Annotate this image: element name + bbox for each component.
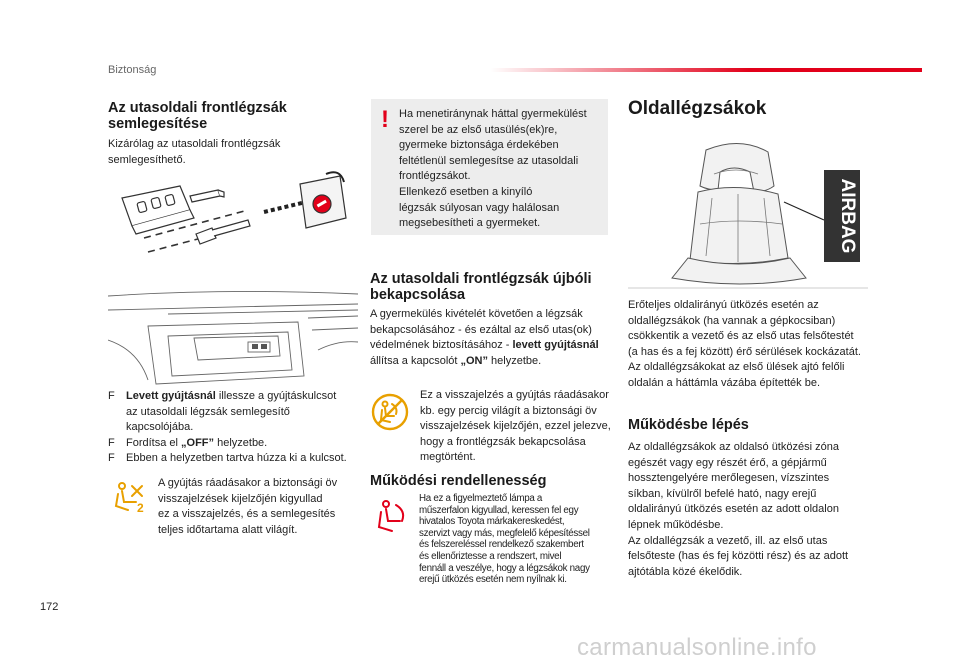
malfunction-title: Működési rendellenesség: [370, 473, 547, 489]
warning-line1: Ha menetiránynak háttal gyermekülést: [399, 108, 587, 120]
step-1: [108, 389, 358, 436]
malfunction-line7: fennáll a veszélye, hogy a légzsákok nagy: [419, 562, 590, 574]
warning-exclamation-icon: !: [381, 106, 389, 133]
key-switch-illustration-icon: [108, 168, 358, 288]
deactivation-title-line2: semlegesítése: [108, 116, 208, 132]
malfunction-line2: műszerfalon kigyullad, keressen fel egy: [419, 504, 579, 516]
side-line2: oldallégzsákok (ha vannak a gépkocsiban): [628, 314, 836, 327]
on-info-line3: visszajelzések kijelzőjén, ezzel jelezve,: [420, 420, 611, 433]
reactivation-line4-pre: állítsa a kapcsolót: [370, 354, 461, 367]
malfunction-line1: Ha ez a figyelmeztető lámpa a: [419, 493, 543, 504]
side-line3: csökkentik a vezető és az első utas felsőtestét: [628, 330, 854, 343]
deactivation-title: [108, 100, 287, 132]
intro-line2: semlegesíthető.: [108, 153, 186, 166]
section-label: Biztonság: [108, 64, 157, 76]
side-line6: oldalán a háttámla vázába építették be.: [628, 376, 821, 389]
warning-line2: szerel be az első utasülés(ek)re,: [399, 123, 558, 136]
step-2-pre: Fordítsa el: [126, 436, 182, 449]
deactivation-intro: [108, 137, 280, 168]
info-line1: A gyújtás ráadásakor a biztonsági öv: [158, 477, 338, 489]
step-1-line2: az utasoldali légzsák semlegesítő: [126, 405, 290, 418]
malfunction-line8: erejű ütközés esetén nem nyílnak ki.: [419, 574, 567, 586]
on-info-line4: hogy a frontlégzsák bekapcsolása: [420, 435, 586, 448]
on-info-line2: kb. egy percig világít a biztonsági öv: [420, 404, 597, 417]
step-2-bold: „OFF”: [181, 436, 215, 449]
info-line4: teljes időtartama alatt világít.: [158, 523, 298, 536]
airbag-label: AIRBAG: [837, 178, 858, 254]
info-line3: ez a visszajelzés, és a semlegesítés: [158, 508, 336, 521]
dashboard-door-illustration-icon: [108, 290, 358, 388]
reactivation-title-line1: Az utasoldali frontlégzsák újbóli: [370, 271, 592, 287]
page-number: 172: [40, 601, 59, 613]
side-line5: Az oldallégzsákokat az első ülések ajtó felőli: [628, 361, 845, 374]
step-1-text: [126, 389, 336, 436]
airbag-off-indicator-icon: [112, 480, 148, 516]
activation-line9: ajtótábla közé ékelődik.: [628, 565, 743, 578]
reactivation-line4-rest: helyzetbe.: [488, 354, 542, 367]
deactivation-indicator-info: [158, 476, 337, 538]
step-2: [108, 436, 358, 452]
activation-body: [628, 440, 848, 580]
watermark: carmanualsonline.info: [577, 634, 817, 661]
reactivation-title-line2: bekapcsolása: [370, 287, 466, 303]
activation-line5: oldalirányú ütközés esetén az adott oldalon: [628, 503, 839, 516]
step-3: [108, 451, 358, 467]
step-1-line3: kapcsolójába.: [126, 421, 194, 434]
activation-line3: hossztengelyére merőlegesen, vízszintes: [628, 472, 830, 485]
reactivation-body: [370, 307, 599, 369]
warning-line7: légzsák súlyosan vagy halálosan: [399, 201, 560, 214]
warning-line3: gyermeke biztonsága érdekében: [399, 139, 559, 152]
activation-line4: síkban, kívülről befelé ható, nagy erejű: [628, 487, 817, 500]
activation-line2: egészét vagy egy részét érő, a gépjármű: [628, 456, 827, 469]
activation-title: Működésbe lépés: [628, 417, 749, 433]
step-3-text: Ebben a helyzetben tartva húzza ki a kulcsot.: [126, 452, 347, 465]
step-1-rest: illessze a gyújtáskulcsot: [215, 390, 337, 402]
malfunction-line4: szervizt vagy más, megfelelő képesítéssel: [419, 527, 590, 539]
bullet-mark: F: [108, 436, 115, 449]
side-airbags-body: [628, 298, 861, 392]
activation-line6: lépnek működésbe.: [628, 518, 724, 531]
child-seat-warning-text: [399, 107, 587, 232]
reactivation-indicator-info: [420, 388, 611, 466]
activation-line8: felsőteste (has és fej közötti rész) és az adott: [628, 550, 849, 563]
warning-line4: feltétlenül semlegesítse az utasoldali: [399, 154, 579, 167]
malfunction-line5: és felszereléssel rendelkező szakembert: [419, 539, 584, 551]
activation-line7: Az oldallégzsák a vezető, ill. az első utas: [628, 534, 828, 547]
step-1-bold: Levett gyújtásnál: [126, 390, 216, 402]
reactivation-title: [370, 271, 592, 303]
side-line4: (a has és a fej között) érő sérülések kockázatát.: [628, 345, 861, 358]
airbag-off-crossed-icon: [370, 392, 410, 432]
activation-line1: Az oldallégzsákok az oldalsó ütközési zóna: [628, 441, 839, 453]
info-line2: visszajelzések kijelzőjén kigyullad: [158, 492, 323, 505]
header-accent-bar: [490, 68, 922, 72]
side-line1: Erőteljes oldalirányú ütközés esetén az: [628, 299, 819, 311]
warning-line8: megsebesítheti a gyermeket.: [399, 217, 541, 230]
svg-text:2: 2: [137, 501, 144, 515]
on-info-line1: Ez a visszajelzés a gyújtás ráadásakor: [420, 389, 609, 401]
seat-side-airbag-illustration-icon: [628, 128, 868, 293]
warning-line6: Ellenkező esetben a kinyíló: [399, 185, 533, 198]
side-airbags-title: Oldallégzsákok: [628, 98, 767, 119]
malfunction-line3: hivatalos Toyota márkakereskedést,: [419, 516, 565, 528]
warning-line5: frontlégzsákot.: [399, 170, 471, 183]
on-info-line5: megtörtént.: [420, 451, 476, 464]
airbag-malfunction-icon: [372, 497, 412, 537]
reactivation-line1: A gyermekülés kivételét követően a légzsák: [370, 308, 583, 320]
bullet-mark: F: [108, 452, 115, 465]
deactivation-steps: [108, 389, 358, 467]
step-2-text: [126, 436, 267, 452]
reactivation-bold: levett gyújtásnál: [512, 339, 599, 352]
reactivation-on-bold: „ON”: [460, 354, 488, 367]
step-2-rest: helyzetbe.: [214, 436, 268, 449]
malfunction-line6: és ellenőriztesse a rendszert, mivel: [419, 550, 562, 562]
deactivation-title-line1: Az utasoldali frontlégzsák: [108, 100, 287, 116]
reactivation-line3: védelmének biztosításához -: [370, 339, 513, 352]
bullet-mark: F: [108, 390, 115, 402]
reactivation-line2: bekapcsolásához - és ezáltal az első utas(ok): [370, 323, 592, 336]
intro-line1: Kizárólag az utasoldali frontlégzsák: [108, 138, 281, 150]
malfunction-text: [419, 493, 590, 586]
